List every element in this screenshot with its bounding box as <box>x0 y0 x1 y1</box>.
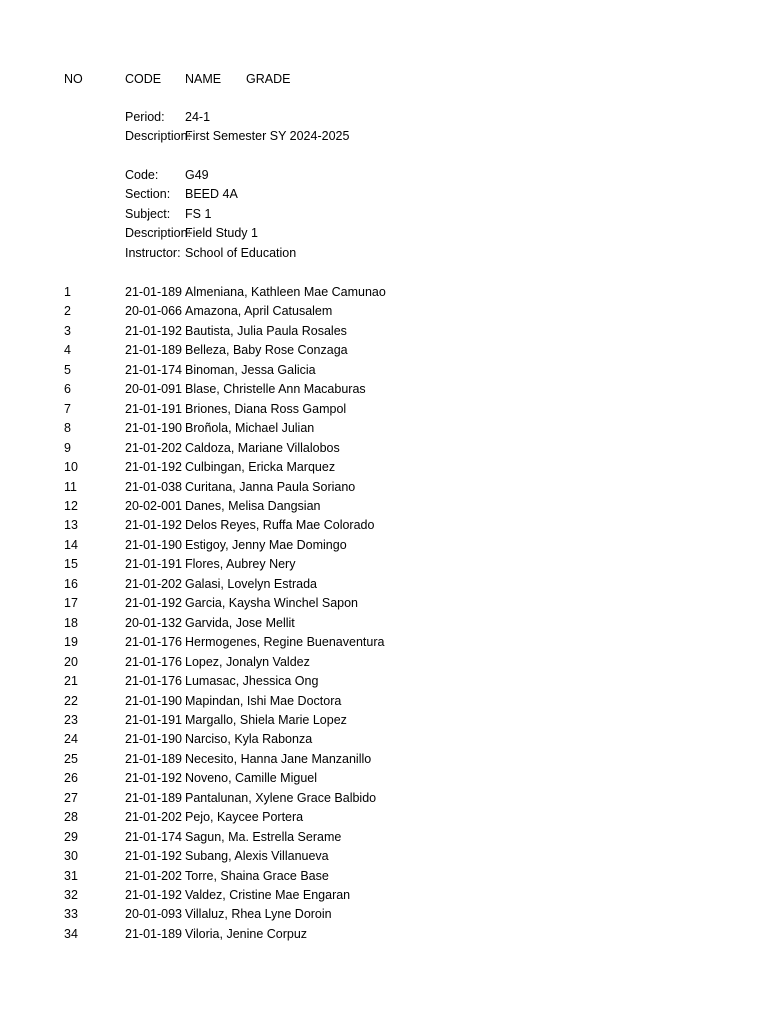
student-code: 21-01-174 <box>125 829 182 844</box>
student-number: 17 <box>64 596 78 611</box>
student-number: 1 <box>64 285 71 299</box>
student-name: Garcia, Kaysha Winchel Sapon <box>185 596 359 611</box>
student-code: 21-01-189 <box>125 285 182 299</box>
period-description-label: Description: <box>125 129 191 143</box>
student-code: 21-01-174 <box>125 362 182 377</box>
student-code: 21-01-190 <box>125 421 182 436</box>
student-code: 20-01-132 <box>125 615 182 630</box>
student-name: Broñola, Michael Julian <box>185 421 315 436</box>
student-number: 2 <box>64 304 71 319</box>
header-grade: GRADE <box>246 72 291 86</box>
student-number: 24 <box>64 732 78 747</box>
student-code: 21-01-190 <box>125 732 182 747</box>
student-code: 21-01-191 <box>125 557 182 572</box>
header-code: CODE <box>125 72 162 86</box>
student-name: Binoman, Jessa Galicia <box>185 362 316 377</box>
student-name: Subang, Alexis Villanueva <box>185 849 329 863</box>
student-number: 10 <box>64 460 78 474</box>
student-code: 21-01-202 <box>125 810 182 825</box>
student-code: 21-01-192 <box>125 460 182 474</box>
student-name: Noveno, Camille Miguel <box>185 771 318 786</box>
header-name: NAME <box>185 72 222 86</box>
student-name: Mapindan, Ishi Mae Doctora <box>185 693 342 708</box>
student-code: 21-01-202 <box>125 440 182 455</box>
student-code: 21-01-202 <box>125 868 182 883</box>
student-name: Flores, Aubrey Nery <box>185 557 296 572</box>
student-code: 21-01-038 <box>125 479 182 494</box>
student-code: 21-01-190 <box>125 537 182 552</box>
student-number: 9 <box>64 440 71 455</box>
instructor-value: School of Education <box>185 246 297 260</box>
student-number: 19 <box>64 635 78 650</box>
student-name: Bautista, Julia Paula Rosales <box>185 323 347 338</box>
student-number: 31 <box>64 868 78 883</box>
student-name: Narciso, Kyla Rabonza <box>185 732 313 747</box>
student-code: 21-01-192 <box>125 518 182 533</box>
student-number: 14 <box>64 537 78 552</box>
subject-label: Subject: <box>125 207 171 221</box>
student-code: 21-01-192 <box>125 771 182 786</box>
student-code: 21-01-189 <box>125 790 182 805</box>
student-code: 21-01-189 <box>125 926 182 941</box>
student-name: Viloria, Jenine Corpuz <box>185 926 308 941</box>
student-number: 32 <box>64 887 78 902</box>
student-name: Lumasac, Jhessica Ong <box>185 674 319 688</box>
student-name: Amazona, April Catusalem <box>185 304 333 319</box>
subject-description-value: Field Study 1 <box>185 226 258 240</box>
period-value: 24-1 <box>185 110 211 124</box>
student-number: 11 <box>64 479 77 494</box>
student-code: 20-01-066 <box>125 304 182 319</box>
student-code: 21-01-192 <box>125 596 182 611</box>
class-code-value: G49 <box>185 168 209 182</box>
student-code: 20-02-001 <box>125 498 182 513</box>
student-name: Almeniana, Kathleen Mae Camunao <box>185 285 386 299</box>
student-code: 21-01-176 <box>125 654 182 669</box>
student-name: Estigoy, Jenny Mae Domingo <box>185 537 347 552</box>
student-name: Hermogenes, Regine Buenaventura <box>185 635 385 650</box>
student-name: Villaluz, Rhea Lyne Doroin <box>185 907 332 922</box>
class-code-label: Code: <box>125 168 159 182</box>
period-description-value: First Semester SY 2024-2025 <box>185 129 350 143</box>
student-code: 21-01-176 <box>125 635 182 650</box>
section-value: BEED 4A <box>185 187 238 201</box>
student-number: 20 <box>64 654 78 669</box>
student-number: 18 <box>64 615 78 630</box>
student-name: Torre, Shaina Grace Base <box>185 868 329 883</box>
student-code: 21-01-189 <box>125 751 182 766</box>
student-name: Pejo, Kaycee Portera <box>185 810 304 825</box>
student-code: 21-01-192 <box>125 323 182 338</box>
student-name: Caldoza, Mariane Villalobos <box>185 440 340 455</box>
student-code: 21-01-190 <box>125 693 182 708</box>
student-name: Danes, Melisa Dangsian <box>185 498 321 513</box>
student-name: Blase, Christelle Ann Macaburas <box>185 382 366 397</box>
student-number: 13 <box>64 518 78 533</box>
student-code: 21-01-192 <box>125 849 182 863</box>
student-name: Curitana, Janna Paula Soriano <box>185 479 356 494</box>
student-number: 16 <box>64 576 78 591</box>
subject-value: FS 1 <box>185 207 212 221</box>
student-number: 8 <box>64 421 71 436</box>
student-name: Briones, Diana Ross Gampol <box>185 401 347 416</box>
student-name: Sagun, Ma. Estrella Serame <box>185 829 342 844</box>
student-code: 20-01-093 <box>125 907 182 922</box>
header-no: NO <box>64 72 83 86</box>
subject-description-label: Description: <box>125 226 191 240</box>
student-number: 26 <box>64 771 78 786</box>
student-number: 3 <box>64 323 71 338</box>
student-name: Lopez, Jonalyn Valdez <box>185 654 310 669</box>
student-number: 22 <box>64 693 78 708</box>
student-code: 21-01-191 <box>125 401 182 416</box>
student-number: 34 <box>64 926 78 941</box>
section-label: Section: <box>125 187 171 201</box>
student-number: 5 <box>64 362 71 377</box>
student-number: 33 <box>64 907 78 922</box>
student-number: 21 <box>64 674 78 688</box>
student-code: 21-01-189 <box>125 343 182 358</box>
student-name: Valdez, Cristine Mae Engaran <box>185 887 351 902</box>
student-name: Galasi, Lovelyn Estrada <box>185 576 318 591</box>
student-number: 12 <box>64 498 78 513</box>
student-number: 4 <box>64 343 71 358</box>
period-label: Period: <box>125 110 165 124</box>
student-name: Delos Reyes, Ruffa Mae Colorado <box>185 518 375 533</box>
student-name: Margallo, Shiela Marie Lopez <box>185 712 347 727</box>
student-number: 30 <box>64 849 78 863</box>
student-number: 23 <box>64 712 78 727</box>
student-number: 7 <box>64 401 71 416</box>
student-number: 15 <box>64 557 78 572</box>
student-code: 20-01-091 <box>125 382 182 397</box>
student-number: 29 <box>64 829 78 844</box>
student-name: Necesito, Hanna Jane Manzanillo <box>185 751 372 766</box>
student-code: 21-01-191 <box>125 712 182 727</box>
student-name: Pantalunan, Xylene Grace Balbido <box>185 790 377 805</box>
student-name: Garvida, Jose Mellit <box>185 615 295 630</box>
student-code: 21-01-192 <box>125 887 182 902</box>
student-name: Belleza, Baby Rose Conzaga <box>185 343 348 358</box>
student-number: 6 <box>64 382 71 397</box>
student-name: Culbingan, Ericka Marquez <box>185 460 336 474</box>
student-number: 25 <box>64 751 78 766</box>
student-code: 21-01-202 <box>125 576 182 591</box>
instructor-label: Instructor: <box>125 246 181 260</box>
student-code: 21-01-176 <box>125 674 182 688</box>
student-number: 28 <box>64 810 78 825</box>
student-number: 27 <box>64 790 78 805</box>
